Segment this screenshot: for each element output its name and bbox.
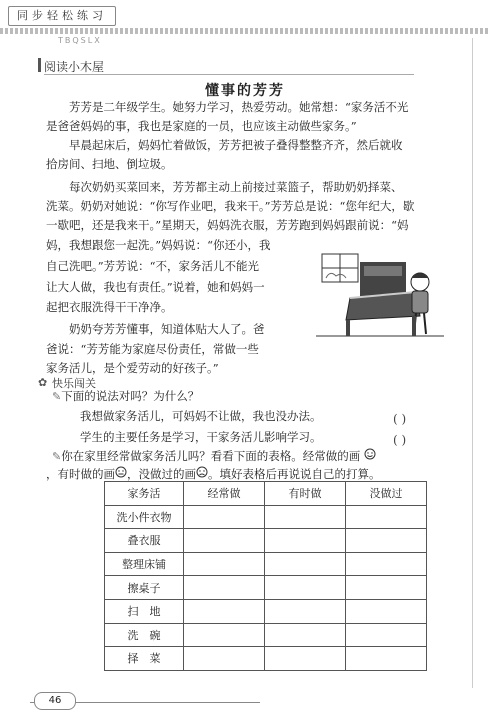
table-row: [105, 552, 427, 576]
chore-name: 擦桌子: [105, 576, 184, 600]
smiley-face-icon: [364, 448, 376, 460]
cell-often[interactable]: [184, 529, 265, 553]
section-label: 阅读小木屋: [44, 60, 105, 74]
answer-blank-1[interactable]: ( ): [393, 412, 407, 426]
story-title: 懂事的芳芳: [205, 83, 285, 99]
neutral-face-icon: [115, 466, 127, 478]
chores-table: [104, 481, 427, 671]
chore-name: 洗 碗: [105, 623, 184, 647]
table-row: [105, 599, 427, 623]
page-number: 46: [34, 692, 76, 710]
story-line: 妈，我想跟您一起洗。”妈妈说：“你还小，我: [46, 238, 271, 252]
story-line: 爸说：“芳芳能为家庭尽份责任，常做一些: [46, 342, 259, 356]
table-row: [105, 576, 427, 600]
cell-often[interactable]: [184, 599, 265, 623]
cell-never[interactable]: [346, 505, 427, 529]
story-line: 家务活儿，是个爱劳动的好孩子。”: [46, 361, 219, 375]
chore-name: 择 菜: [105, 647, 184, 671]
story-line: 自己洗吧。”芳芳说：“不，家务活儿不能光: [46, 259, 260, 273]
question-2-cont: ，有时做的画 ，没做过的画 。填好表格后再说说自己的打算。: [46, 467, 381, 481]
laundry-illustration: [316, 248, 444, 338]
chore-name: 扫 地: [105, 599, 184, 623]
statement-2: 学生的主要任务是学习，干家务活儿影响学习。: [80, 430, 322, 444]
story-line: 是爸爸妈妈的事，我也是家庭的一员，也应该主动做些家务。”: [46, 119, 357, 133]
story-line: 每次奶奶买菜回来，芳芳都主动上前接过菜篮子，帮助奶奶择菜、: [69, 180, 403, 194]
margin-rule: [472, 38, 473, 688]
table-header: 有时做: [265, 482, 346, 506]
cell-sometimes[interactable]: [265, 552, 346, 576]
chore-name: 洗小件衣物: [105, 505, 184, 529]
story-line: 洗菜。奶奶对她说：“你写作业吧，我来干。”芳芳总是说：“您年纪大，歇: [46, 199, 415, 213]
header-title: 同步轻松练习: [8, 6, 116, 26]
cell-never[interactable]: [346, 552, 427, 576]
cell-never[interactable]: [346, 576, 427, 600]
answer-blank-2[interactable]: ( ): [393, 433, 407, 447]
cell-sometimes[interactable]: [265, 529, 346, 553]
cell-sometimes[interactable]: [265, 576, 346, 600]
question-1: [52, 387, 199, 406]
story-line: 让大人做，我也有责任。”说着，她和妈妈一: [46, 280, 265, 294]
cell-never[interactable]: [346, 599, 427, 623]
statement-1: 我想做家务活儿，可妈妈不让做，我也没办法。: [80, 409, 322, 423]
question-1-text: 下面的说法对吗？为什么？: [61, 389, 200, 403]
cell-never[interactable]: [346, 623, 427, 647]
quick-challenge-label: 快乐闯关: [52, 377, 96, 390]
cell-often[interactable]: [184, 505, 265, 529]
story-line: 拾房间、扫地、倒垃圾。: [46, 157, 173, 171]
chore-name: 整理床铺: [105, 552, 184, 576]
table-row: [105, 529, 427, 553]
section-marker: [38, 58, 41, 72]
flower-icon: ✿: [38, 376, 48, 389]
table-header: 经常做: [184, 482, 265, 506]
table-row: [105, 647, 427, 671]
sad-face-icon: [196, 466, 208, 478]
cell-sometimes[interactable]: [265, 505, 346, 529]
story-line: 奶奶夸芳芳懂事，知道体贴大人了。爸: [69, 322, 265, 336]
header-subtitle: TBQSLX: [58, 36, 102, 45]
table-header: 家务活: [105, 482, 184, 506]
story-line: 芳芳是二年级学生。她努力学习，热爱劳动。她常想：“家务活不光: [69, 100, 409, 114]
cell-never[interactable]: [346, 647, 427, 671]
question-2-text: 你在家里经常做家务活儿吗？看看下面的表格。经常做的画: [61, 449, 361, 463]
cell-often[interactable]: [184, 647, 265, 671]
cell-never[interactable]: [346, 529, 427, 553]
cell-sometimes[interactable]: [265, 623, 346, 647]
chore-name: 叠衣服: [105, 529, 184, 553]
cell-often[interactable]: [184, 576, 265, 600]
story-line: 起把衣服洗得干干净净。: [46, 300, 173, 314]
story-line: 早晨起床后，妈妈忙着做饭，芳芳把被子叠得整整齐齐，然后就收: [69, 138, 403, 152]
table-row: [105, 505, 427, 529]
table-header-row: [105, 482, 427, 506]
question-2: [52, 447, 472, 466]
section-underline: [44, 74, 414, 75]
cell-sometimes[interactable]: [265, 647, 346, 671]
table-row: [105, 623, 427, 647]
cell-often[interactable]: [184, 552, 265, 576]
cell-often[interactable]: [184, 623, 265, 647]
cell-sometimes[interactable]: [265, 599, 346, 623]
pencil-icon: ✎: [52, 390, 62, 403]
story-line: 一歇吧，还是我来干。”星期天，妈妈洗衣服，芳芳跑到妈妈跟前说：“妈: [46, 218, 409, 232]
pencil-icon: ✎: [52, 450, 62, 463]
table-header: 没做过: [346, 482, 427, 506]
header-divider: [0, 28, 490, 34]
